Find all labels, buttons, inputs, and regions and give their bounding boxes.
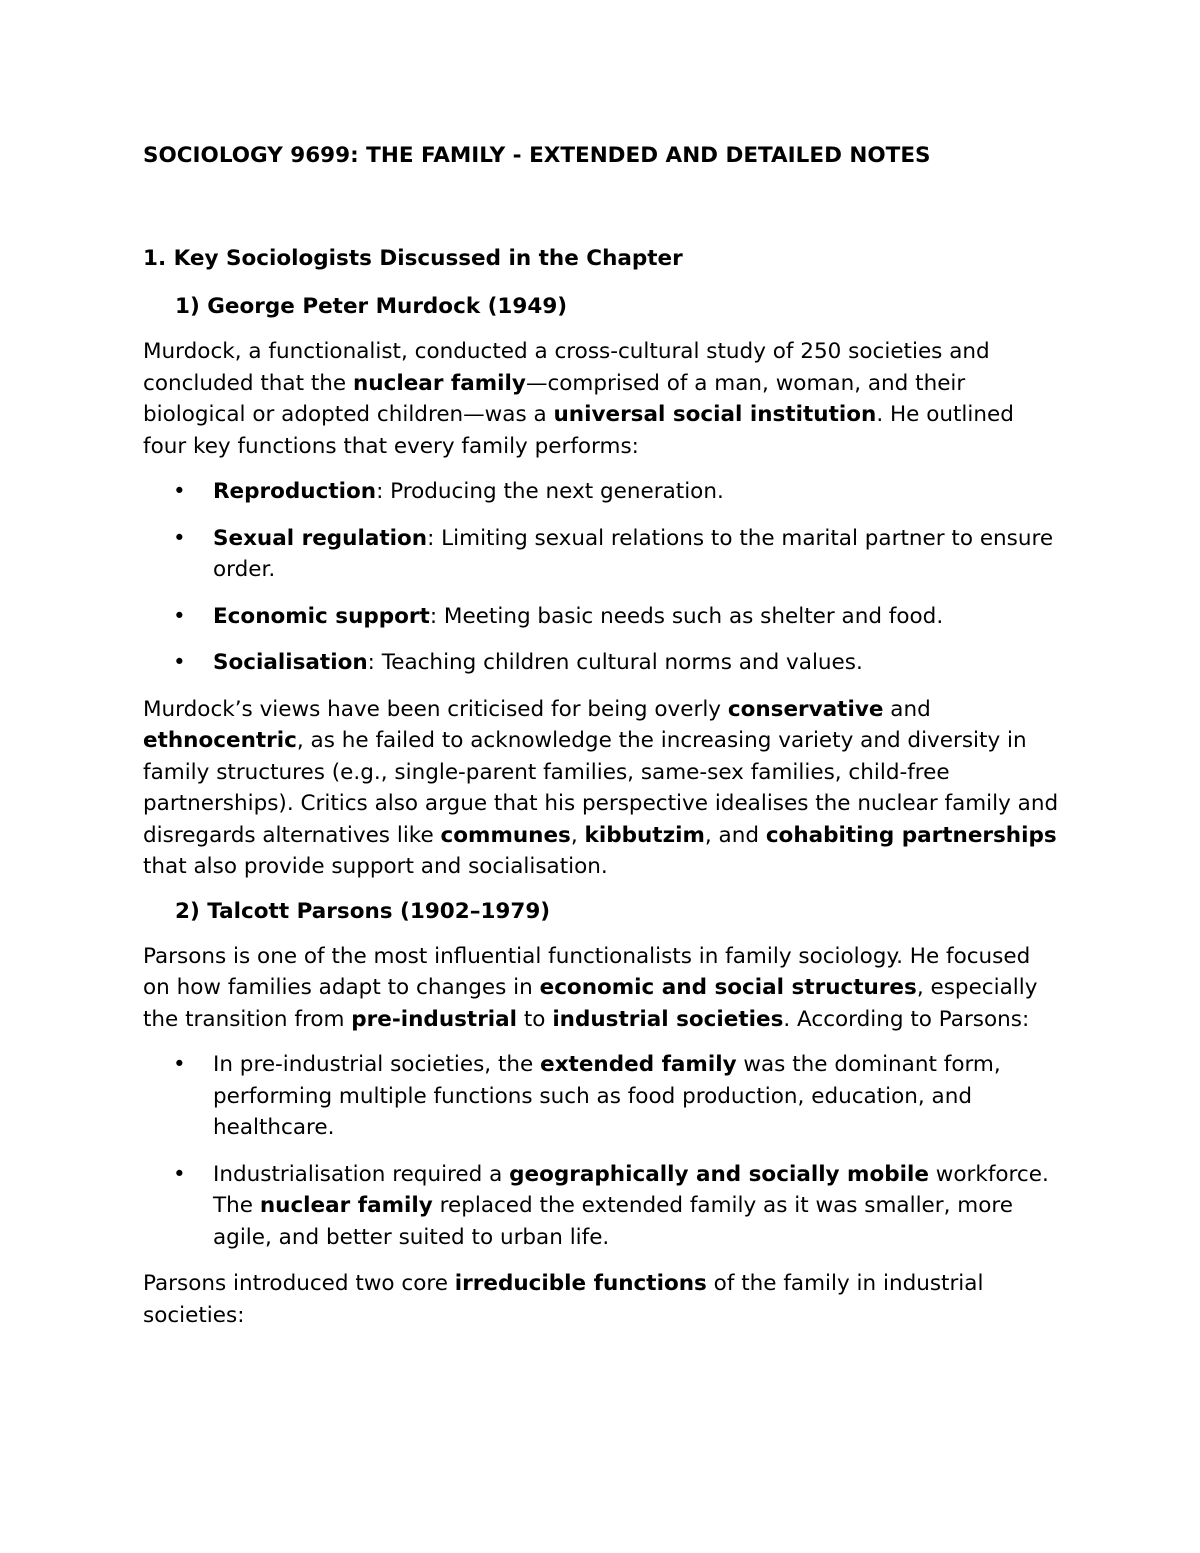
paragraph-murdock-criticism: Murdock’s views have been criticised for being overly conservative and ethnocentric, as he failed to acknowledge the increasing variety and diversity in family structures (e.g., single-parent families, same-sex families, child-free partnerships). Critics also argue that his perspective idealises the nuclear family and disregards alternatives like communes, kibbutzim, and cohabiting partnerships that also provide support and socialisation. [143,696,1059,879]
bullet-icon: • [173,479,186,504]
list-item-pre-industrial: • In pre-industrial societies, the extended family was the dominant form, performing multiple functions such as food production, education, and healthcare. [143,1049,1063,1144]
paragraph-parsons-intro: Parsons is one of the most influential functionalists in family sociology. He focused on how families adapt to changes in economic and social structures, especially the transition from pre-industrial to industrial societies. According to Parsons: [143,943,1038,1032]
paragraph-murdock-intro: Murdock, a functionalist, conducted a cross-cultural study of 250 societies and concluded that the nuclear family—comprised of a man, woman, and their biological or adopted children—was a universal social institution. He outlined four key functions that every family performs: [143,339,1014,459]
bullet-icon: • [173,650,186,675]
document-page [143,138,1063,1345]
murdock-functions-list [143,476,1063,679]
bullet-icon: • [173,1052,186,1077]
list-item-industrialisation: • Industrialisation required a geographically and socially mobile workforce. The nuclear family replaced the extended family as it was smaller, more agile, and better suited to urban life. [143,1159,1063,1254]
list-item-economic-support: • Economic support: Meeting basic needs such as shelter and food. [143,601,1063,633]
subheading-parsons: 2) Talcott Parsons (1902–1979) [175,898,551,924]
paragraph-parsons-closing: Parsons introduced two core irreducible functions of the family in industrial societies: [143,1271,984,1328]
bullet-icon: • [173,1161,186,1187]
parsons-points-list [143,1049,1063,1253]
list-item-socialisation: • Socialisation: Teaching children cultural norms and values. [143,647,1063,679]
subheading-murdock: 1) George Peter Murdock (1949) [175,294,568,319]
bullet-icon: • [173,525,186,551]
section-heading-key-sociologists: 1. Key Sociologists Discussed in the Chapter [143,246,683,271]
bullet-icon: • [173,603,186,629]
list-item-reproduction: • Reproduction: Producing the next generation. [143,476,1063,508]
list-item-sexual-regulation: • Sexual regulation: Limiting sexual relations to the marital partner to ensure order. [143,523,1063,586]
document-title: SOCIOLOGY 9699: THE FAMILY - EXTENDED AND DETAILED NOTES [143,143,931,168]
